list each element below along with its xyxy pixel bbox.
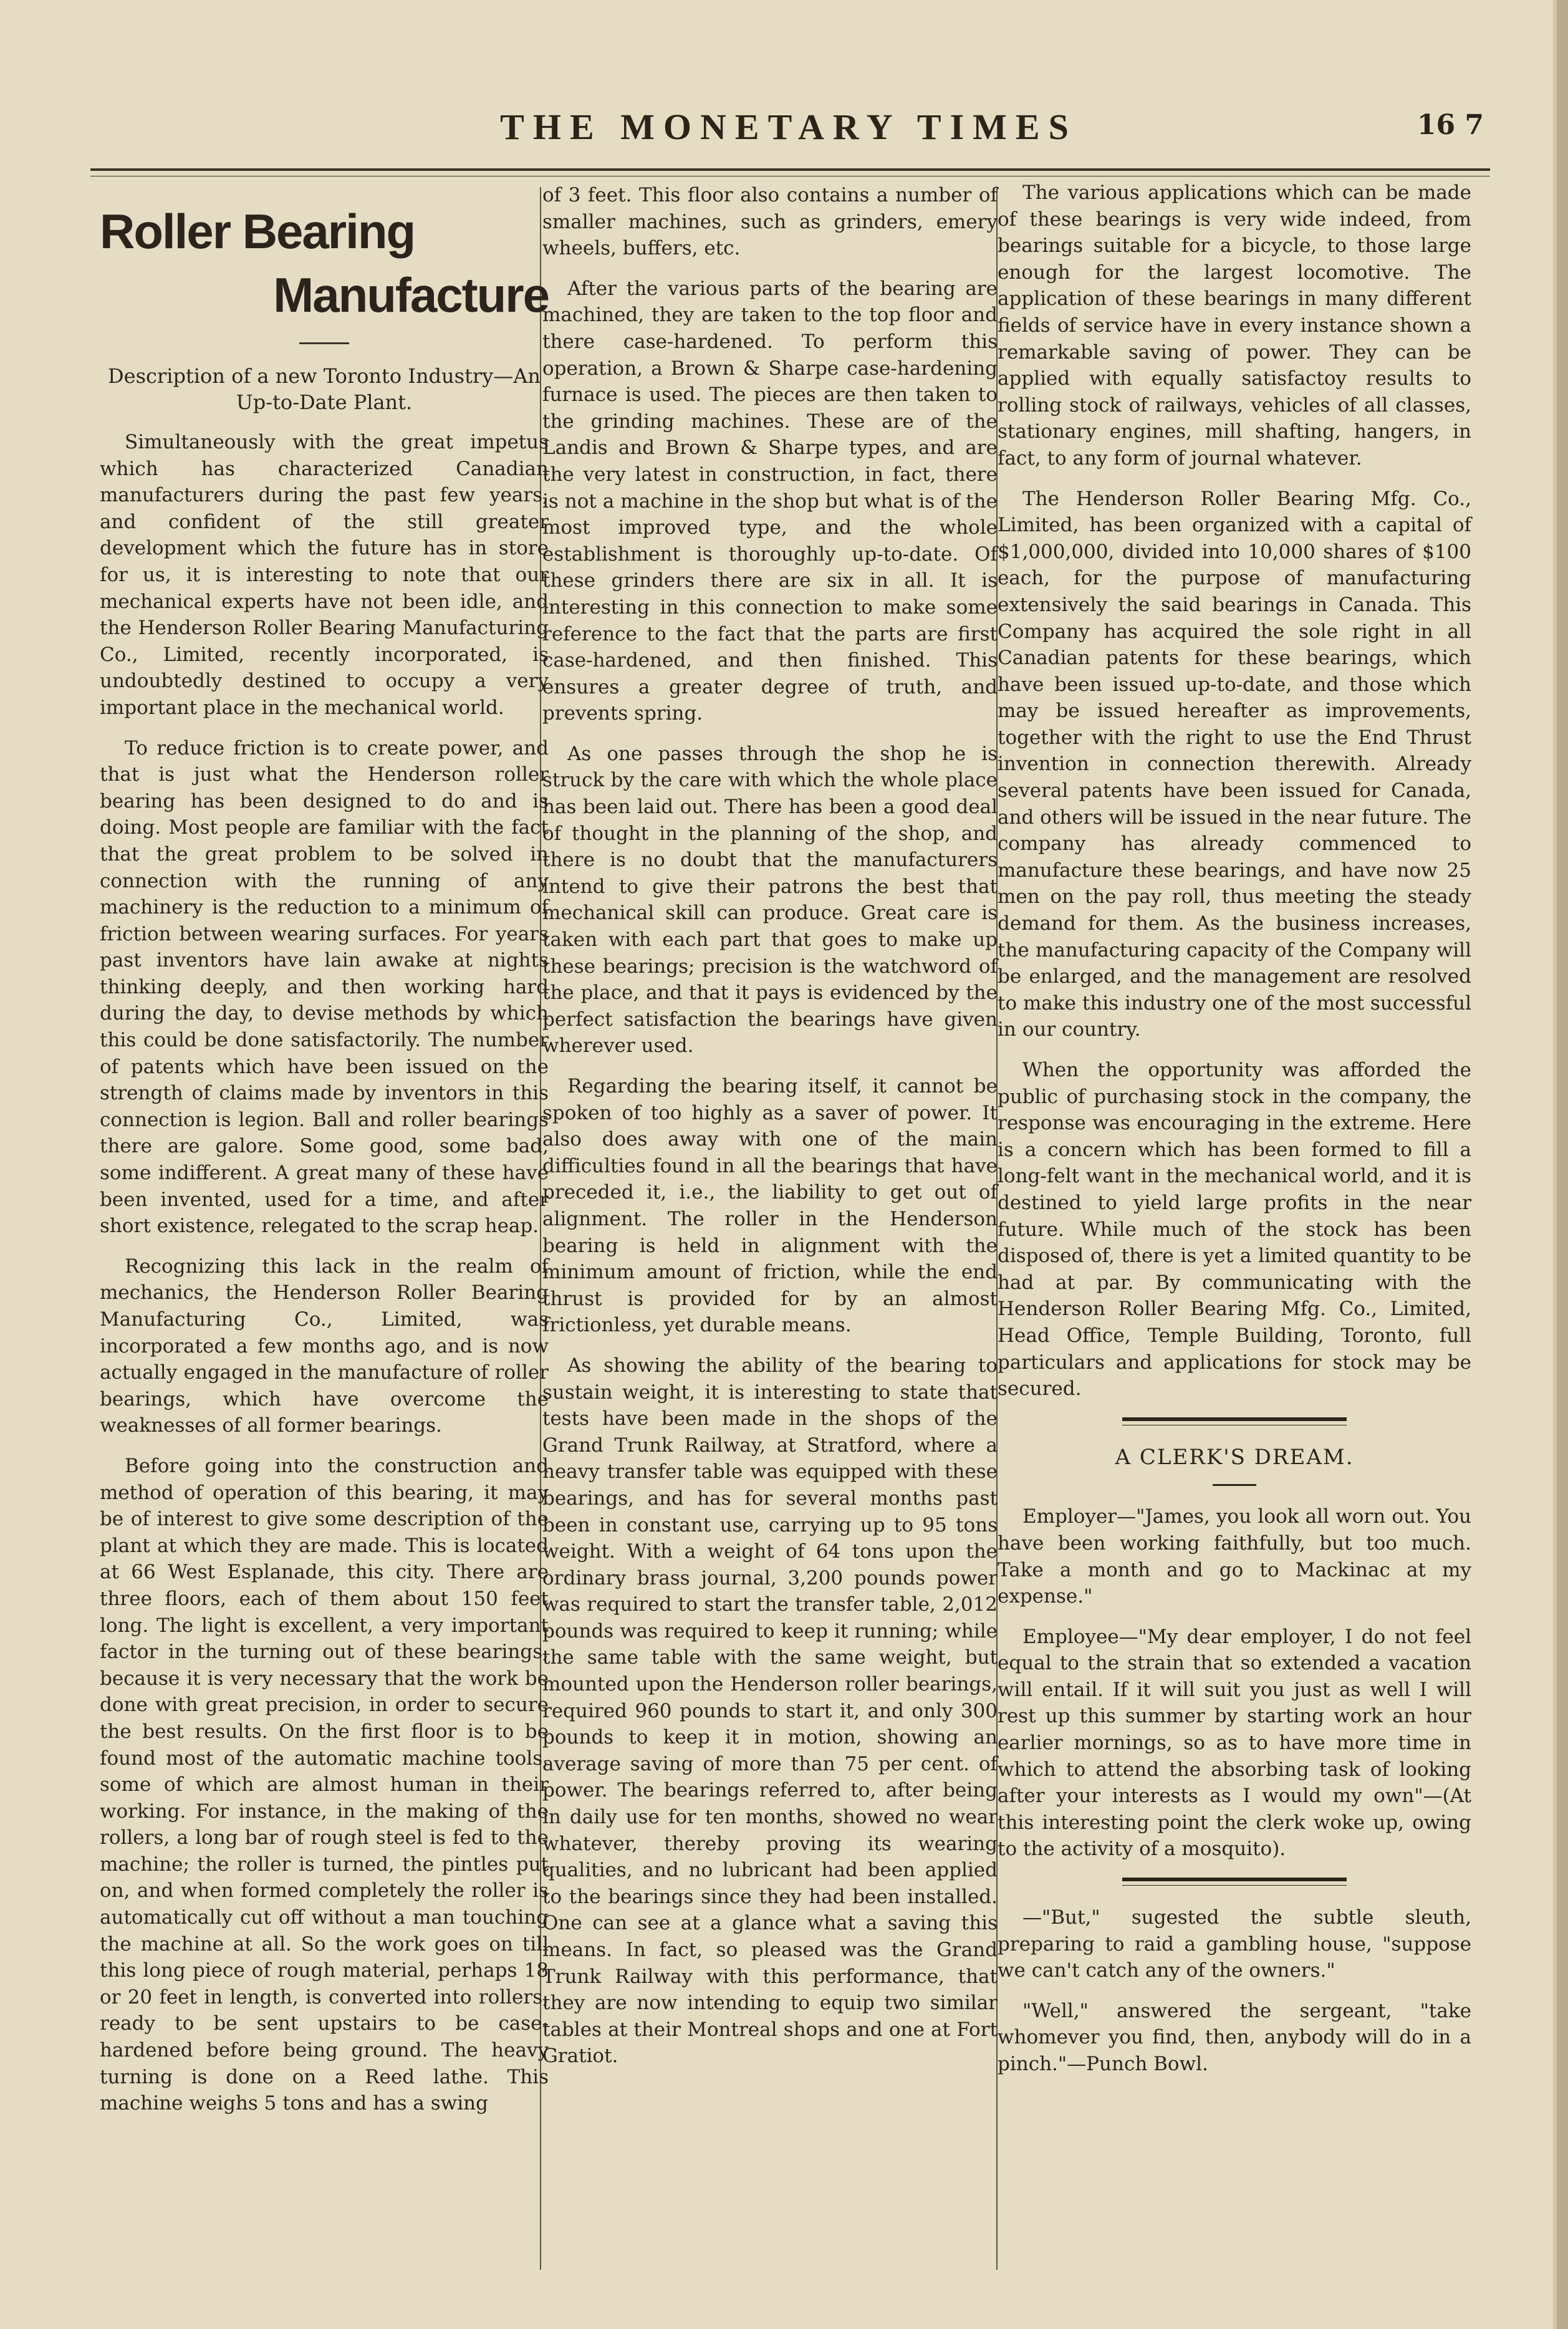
masthead	[87, 100, 1490, 156]
page-number: 16 7	[1416, 109, 1484, 141]
masthead-title: THE MONETARY TIMES	[500, 107, 1077, 147]
section-rule-thin	[1122, 1885, 1347, 1886]
article-paragraph: Regarding the bearing itself, it cannot be spoken of too highly as a saver of power. It also does away with one of the main difficulties found in all the bearings that have preceded it, i.e., the liability to get out of alignment. The roller in the Henderson bearing is held in alignment with the minimum amount of friction, while the end thrust is provided for by an almost frictionless, yet durable means.	[542, 1075, 998, 1337]
masthead-rule	[90, 168, 1490, 171]
section-rule	[1122, 1878, 1347, 1881]
article-paragraph: Simultaneously with the great impetus which has characterized Canadian manufacturers during the past few years, and confident of the still greater development which the future has in store for us, it is interesting to note that our mechanical experts have not been idle, and the Henderson Roller Bearing Manufacturing Co., Limited, recently incorporated, is undoubtedly destined to occupy a very important place in the mechanical world.	[100, 431, 549, 719]
anecdote-paragraph: "Well," answered the sergeant, "take whomever you find, then, anybody will do in a pinch."—Punch Bowl.	[998, 1999, 1471, 2075]
article-paragraph: Recognizing this lack in the realm of mechanics, the Henderson Roller Bearing Manufacturing Co., Limited, was incorporated a few months ago, and is now actually engaged in the manufacture of roller bearings, which have overcome the weaknesses of all former bearings.	[100, 1255, 549, 1437]
column-1	[100, 184, 549, 2131]
article-paragraph: To reduce friction is to create power, and that is just what the Henderson roller bearing has been designed to do and is doing. Most people are familiar with the fact that the great problem to be solved in connection with the running of any machinery is the reduction to a minimum of friction between wearing surfaces. For years past inventors have lain awake at nights thinking deeply, and then working hard during the day, to devise methods by which this could be done satisfactorily. The number of patents which have been issued on the strength of claims made by inventors in this connection is legion. Ball and roller bearings there are galore. Some good, some bad, some indifferent. A great many of these have been invented, used for a time, and after short existence, relegated to the scrap heap.	[100, 736, 549, 1238]
article-title-line-1: Roller Bearing	[100, 204, 415, 259]
article-subhead: Description of a new Toronto Industry—An Up-to-Date Plant.	[107, 364, 541, 414]
section-rule	[1122, 1417, 1347, 1421]
section-dash	[1213, 1484, 1256, 1486]
article-paragraph: The Henderson Roller Bearing Mfg. Co., Limited, has been organized with a capital of $1,000,000, divided into 10,000 shares of $100 each, for the purpose of manufacturing extensively the said bearings in Canada. This Company has acquired the sole right in all Canadian patents for these bearings, which have been issued up-to-date, and those which may be issued hereafter as improvements, together with the right to use the End Thrust invention in connection therewith. Already several patents have been issued for Canada, and others will be issued in the near future. The company has already commenced to manufacture these bearings, and have now 25 men on the pay roll, thus meeting the steady demand for them. As the business increases, the manufacturing capacity of the Company will be enlarged, and the management are resolved to make this industry one of the most successful in our country.	[998, 487, 1472, 1041]
page-edge-shadow	[1557, 0, 1568, 2329]
anecdote-paragraph: —"But," sugested the subtle sleuth, preparing to raid a gambling house, "suppose we can't catch any of the owners."	[998, 1906, 1471, 1982]
article-paragraph: The various applications which can be made of these bearings is very wide indeed, from bearings suitable for a bicycle, to those large enough for the largest locomotive. The application of these bearings in many different fields of service have in every instance shown a remarkable saving of power. They can be applied with equally satisfactoy results to rolling stock of railways, vehicles of all classes, stationary engines, mill shafting, hangers, in fact, to any form of journal whatever.	[998, 181, 1471, 470]
article-paragraph: of 3 feet. This floor also contains a number of smaller machines, such as grinders, emery wheels, buffers, etc.	[542, 184, 998, 260]
article-paragraph: As one passes through the shop he is struck by the care with which the whole place has been laid out. There has been a good deal of thought in the planning of the shop, and there is no doubt that the manufacturers intend to give their patrons the best that mechanical skill can produce. Great care is taken with each part that goes to make up these bearings; precision is the watchword of the place, and that it pays is evidenced by the perfect satisfaction the bearings have given wherever used.	[542, 742, 998, 1058]
article-paragraph: After the various parts of the bearing are machined, they are taken to the top floor and there case-hardened. To perform this operation, a Brown & Sharpe case-hardening furnace is used. The pieces are then taken to the grinding machines. These are of the Landis and Brown & Sharpe types, and are the very latest in construction, in fact, there is not a machine in the shop but what is of the most improved type, and the whole establishment is thoroughly up-to-date. Of these grinders there are six in all. It is interesting in this connection to make some reference to the fact that the parts are first case-hardened, and then finished. This ensures a greater degree of truth, and prevents spring.	[542, 277, 998, 725]
article-paragraph: As showing the ability of the bearing to sustain weight, it is interesting to state that tests have been made in the shops of the Grand Trunk Railway, at Stratford, where a heavy transfer table was equipped with these bearings, and has for several months past been in constant use, carrying up to 95 tons weight. With a weight of 64 tons upon the ordinary brass journal, 3,200 pounds power was required to start the transfer table, 2,012 pounds was required to keep it running; while the same table with the same weight, but mounted upon the Henderson roller bearings, required 960 pounds to start it, and only 300 pounds to keep it in motion, showing an average saving of more than 75 per cent. of power. The bearings referred to, after being in daily use for ten months, showed no wear whatever, thereby proving its wearing qualities, and no lubricant had been applied to the bearings since they had been installed. One can see at a glance what a saving this means. In fact, so pleased was the Grand Trunk Railway with this performance, that they are now intending to equip two similar tables at their Montreal shops and one at Fort Gratiot.	[542, 1354, 998, 2068]
column-3	[998, 180, 1471, 2091]
column-2	[542, 182, 998, 2083]
article-title-line-2: Manufacture	[273, 268, 549, 322]
story-paragraph: Employee—"My dear employer, I do not feel equal to the strain that so extended a vacation will entail. If it will suit you just as well I will rest up this summer by starting work an hour earlier mornings, so as to have more time in which to attend the absorbing task of looking after your interests as I would my own"—(At this interesting point the clerk woke up, owing to the activity of a mosquito).	[998, 1625, 1471, 1861]
article-title	[100, 203, 549, 324]
article-paragraph: Before going into the construction and method of operation of this bearing, it may be of interest to give some description of the plant at which they are made. This is located at 66 West Esplanade, this city. There are three floors, each of them about 150 feet long. The light is excellent, a very important factor in the turning out of these bearings, because it is very necessary that the work be done with great precision, in order to secure the best results. On the first floor is to be found most of the automatic machine tools, some of which are almost human in their working. For instance, in the making of the rollers, a long bar of rough steel is fed to the machine; the roller is turned, the pintles put on, and when formed completely the roller is automatically cut off without a man touching the machine at all. So the work goes on till this long piece of rough material, perhaps 18 or 20 feet in length, is converted into rollers, ready to be sent upstairs to be case-hardened before being ground. The heavy turning is done on a Reed lathe. This machine weighs 5 tons and has a swing	[100, 1454, 549, 2115]
article-paragraph: When the opportunity was afforded the public of purchasing stock in the company, the response was encouraging in the extreme. Here is a concern which has been formed to fill a long-felt want in the mechanical world, and it is destined to yield large profits in the near future. While much of the stock has been disposed of, there is yet a limited quantity to be had at par. By communicating with the Henderson Roller Bearing Mfg. Co., Limited, Head Office, Temple Building, Toronto, full particulars and applications for stock may be secured.	[998, 1059, 1471, 1401]
title-dash	[299, 342, 349, 344]
section-title: A CLERK'S DREAM.	[1115, 1444, 1354, 1470]
story-paragraph: Employer—"James, you look all worn out. You have been working faithfully, but too much. Take a month and go to Mackinac at my expense."	[998, 1505, 1471, 1608]
